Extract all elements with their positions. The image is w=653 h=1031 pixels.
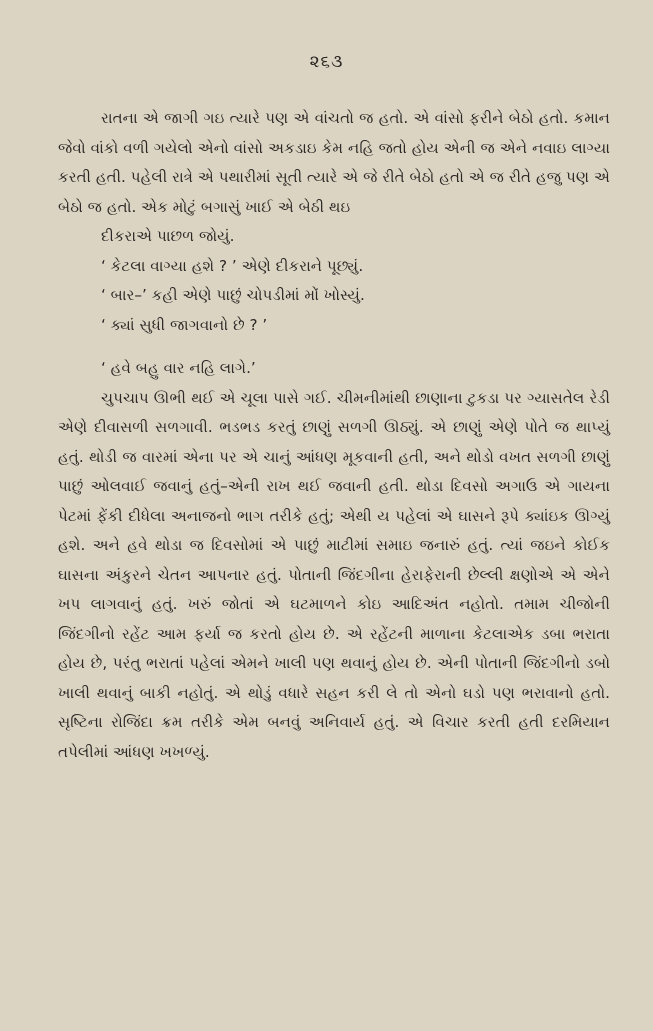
body-text [58, 104, 610, 767]
dialogue-line-how-long: ‘ ક્યાં સુધી જાગવાનો છે ? ’ [101, 315, 268, 334]
dialogue-line-time: ‘ કેટલા વાગ્યા હશે ? ’ એણે દીકરાને પૂછ્યું. [101, 256, 364, 275]
paragraph-son-looked: દીકરાએ પાછળ જોયું. [101, 227, 235, 245]
dialogue-line-not-long: ‘ હવે બહુ વાર નહિ લાગે.’ [101, 359, 256, 377]
paragraph-opening: રાતના એ જાગી ગઇ ત્યારે પણ એ વાંચતો જ હતો. એ વાંસો ફરીને બેઠો હતો. કમાન જેવો વાંકો વળી ગયેલો એનો વાંસો અકડાઇ કેમ નહિ જતો હોય એની જ એને નવાઇ લાગ્યા કરતી હતી. પહેલી રાત્રે એ પથારીમાં સૂતી ત્યારે એ જે રીતે બેઠો હતો એ જ રીતે હજુ પણ એ બેઠો જ હતો. એક મોટું બગાસું ખાઈ એ બેઠી થઇ [58, 109, 610, 216]
page-number: ૨૬૩ [309, 52, 344, 72]
dialogue-line-twelve: ‘ બાર–’ કહી એણે પાછું ચોપડીમાં મોં ખોસ્યું. [101, 286, 365, 304]
paragraph-stove: ચુપચાપ ઊભી થઈ એ ચૂલા પાસે ગઈ. ચીમનીમાંથી છાણાના ટુકડા પર ગ્યાસતેલ રેડી એણે દીવાસળી સળગાવી. ભડભડ કરતું છાણું સળગી ઊઠ્યું. એ છાણું એણે પોતે જ થાપ્યું હતું. થોડી જ વારમાં એના પર એ ચાનું આંધણ મૂકવાની હતી, અને થોડો વખત સળગી છાણું પાછું ઓલવાઈ જવાનું હતું–એની રાખ થઈ જવાની હતી. થોડા દિવસો અગાઉ એ ગાયના પેટમાં ફેંકી દીધેલા અનાજનો ભાગ તરીકે હતું; એથી ય પહેલાં એ ઘાસને રૂપે ક્યાંઇક ઊગ્યું હશે. અને હવે થોડા જ દિવસોમાં એ પાછું માટીમાં સમાઇ જનારું હતું. ત્યાં જઇને કોઈક ઘાસના અંકુરને ચેતન આપનાર હતું. પોતાની જિંદગીના હેરાફેરાની છેલ્લી ક્ષણોએ એ એને ખપ લાગવાનું હતું. ખરું જોતાં એ ઘટમાળને કોઇ આદિઅંત નહોતો. તમામ ચીજોની જિંદગીનો રહેંટ આમ ફર્યા જ કરતો હોય છે. એ રહેંટની માળાના કેટલાએક ડબા ભરાતા હોય છે, પરંતુ ભરાતાં પહેલાં એમને ખાલી પણ થવાનું હોય છે. એની પોતાની જિંદગીનો ડબો ખાલી થવાનું બાકી નહોતું. એ થોડું વધારે સહન કરી લે તો એનો ઘડો પણ ભરાવાનો હતો. સૃષ્ટિના રોજિંદા ક્રમ તરીકે એમ બનવું અનિવાર્ય હતું. એ વિચાર કરતી હતી દરમિયાન તપેલીમાં આંધણ ખખળ્યું. [58, 388, 610, 761]
